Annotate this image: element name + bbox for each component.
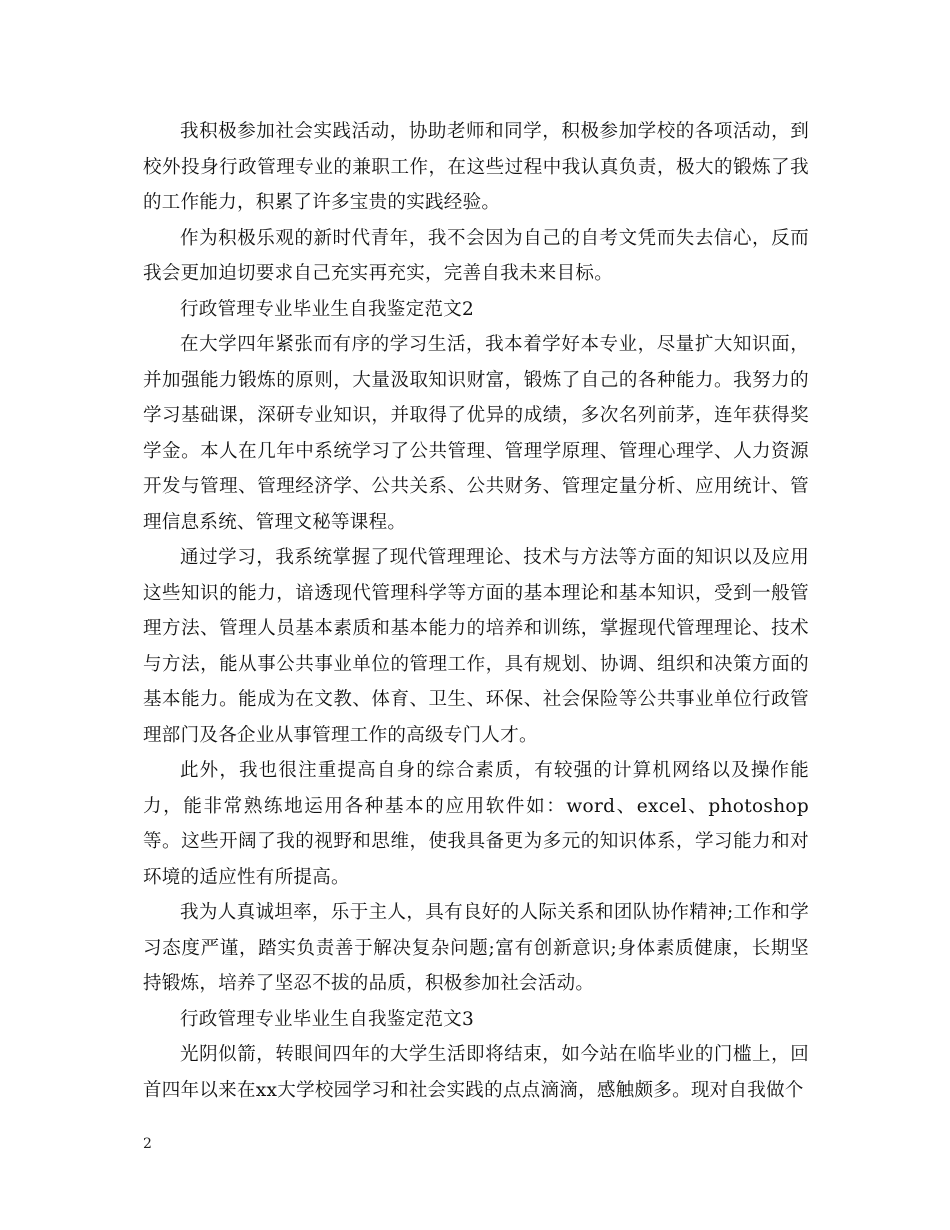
paragraph-self-confidence: 作为积极乐观的新时代青年，我不会因为自己的自考文凭而失去信心，反而我会更加迫切要求自己充实再充实，完善自我未来目标。 — [143, 227, 809, 284]
paragraph-study-life: 在大学四年紧张而有序的学习生活，我本着学好本专业，尽量扩大知识面，并加强能力锻炼的原则，大量汲取知识财富，锻炼了自己的各种能力。我努力的学习基础课，深研专业知识，并取得了优异的成绩，多次名列前茅，连年获得奖学金。本人在几年中系统学习了公共管理、管理学原理、管理心理学、人力资源开发与管理、管理经济学、公共关系、公共财务、管理定量分析、应用统计、管理信息系统、管理文秘等课程。 — [143, 334, 809, 533]
paragraph-time-flies: 光阴似箭，转眼间四年的大学生活即将结束，如今站在临毕业的门槛上，回首四年以来在xx大学校园学习和社会实践的点点滴滴，感触颇多。现对自我做个 — [143, 1044, 809, 1101]
page-number: 2 — [143, 1136, 152, 1152]
paragraph-personality: 我为人真诚坦率，乐于主人，具有良好的人际关系和团队协作精神;工作和学习态度严谨，踏实负责善于解决复杂问题;富有创新意识;身体素质健康，长期坚持锻炼，培养了坚忍不拔的品质，积极参加社会活动。 — [143, 902, 809, 994]
paragraph-social-practice: 我积极参加社会实践活动，协助老师和同学，积极参加学校的各项活动，到校外投身行政管理专业的兼职工作，在这些过程中我认真负责，极大的锻炼了我的工作能力，积累了许多宝贵的实践经验。 — [143, 121, 809, 213]
section-heading-sample-2: 行政管理专业毕业生自我鉴定范文2 — [180, 298, 475, 320]
document-body — [143, 114, 809, 1108]
section-heading-sample-3: 行政管理专业毕业生自我鉴定范文3 — [180, 1008, 475, 1030]
paragraph-computer-skills: 此外，我也很注重提高自身的综合素质，有较强的计算机网络以及操作能力，能非常熟练地运用各种基本的应用软件如：word、excel、photoshop等。这些开阔了我的视野和思维，使我具备更为多元的知识体系，学习能力和对环境的适应性有所提高。 — [143, 760, 809, 888]
paragraph-management-knowledge: 通过学习，我系统掌握了现代管理理论、技术与方法等方面的知识以及应用这些知识的能力，谙透现代管理科学等方面的基本理论和基本知识，受到一般管理方法、管理人员基本素质和基本能力的培养和训练，掌握现代管理理论、技术与方法，能从事公共事业单位的管理工作，具有规划、协调、组织和决策方面的基本能力。能成为在文教、体育、卫生、环保、社会保险等公共事业单位行政管理部门及各企业从事管理工作的高级专门人才。 — [143, 547, 809, 746]
